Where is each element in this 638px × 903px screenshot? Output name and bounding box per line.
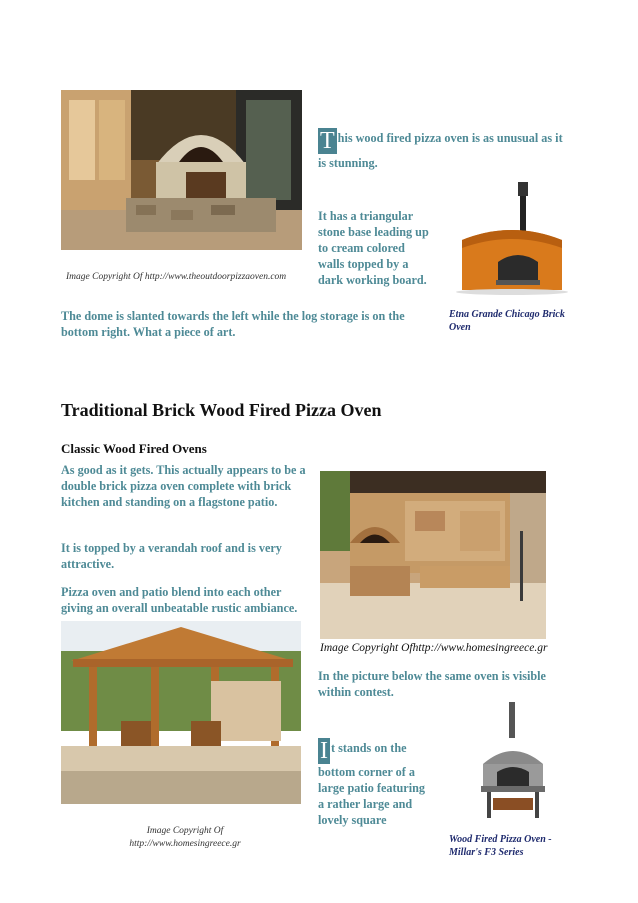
section-subheading: Classic Wood Fired Ovens bbox=[61, 441, 207, 456]
classic-oven-para-1: As good as it gets. This actually appears to be a double brick pizza oven complete with brick kitchen and standing on a flagstone patio. bbox=[61, 463, 306, 509]
intro-paragraph bbox=[318, 128, 568, 172]
brick-kitchen-photo bbox=[320, 471, 546, 639]
stands-drop-cap: I bbox=[320, 738, 328, 764]
pergola-patio-photo bbox=[61, 621, 301, 804]
intro-text: his wood fired pizza oven is as unusual as it is stunning. bbox=[318, 131, 563, 170]
millars-f3-oven-photo bbox=[477, 702, 549, 822]
oven-photo-caption: Image Copyright Of http://www.theoutdoorpizzaoven.com bbox=[66, 272, 287, 282]
section-heading: Traditional Brick Wood Fired Pizza Oven bbox=[61, 400, 382, 420]
outdoor-pizza-oven-photo bbox=[61, 90, 302, 250]
contest-note: In the picture below the same oven is visible within contest. bbox=[318, 669, 546, 699]
stands-paragraph bbox=[318, 738, 434, 828]
etna-grande-oven-photo bbox=[448, 178, 576, 296]
pergola-caption bbox=[100, 825, 270, 851]
intro-drop-cap: T bbox=[320, 128, 335, 154]
brick-kitchen-caption: Image Copyright Ofhttp://www.homesingreece.gr bbox=[320, 642, 548, 654]
millars-f3-caption-line-2: Millar's F3 Series bbox=[449, 847, 524, 858]
description-paragraph: It has a triangular stone base leading up to cream colored walls topped by a dark working board. bbox=[318, 209, 429, 287]
pergola-caption-line-1: Image Copyright Of bbox=[146, 826, 224, 836]
summary-paragraph: The dome is slanted towards the left while the log storage is on the bottom right. What a piece of art. bbox=[61, 309, 405, 339]
millars-f3-caption-line-1: Wood Fired Pizza Oven - bbox=[449, 834, 552, 845]
millars-f3-caption bbox=[449, 833, 599, 859]
etna-grande-caption: Etna Grande Chicago Brick Oven bbox=[449, 309, 565, 333]
classic-oven-para-2: It is topped by a verandah roof and is very attractive. bbox=[61, 541, 282, 571]
pergola-caption-line-2: http://www.homesingreece.gr bbox=[129, 839, 241, 849]
stands-text: t stands on the bottom corner of a large patio featuring a rather large and lovely square bbox=[318, 741, 425, 827]
classic-oven-para-3: Pizza oven and patio blend into each other giving an overall unbeatable rustic ambiance. bbox=[61, 585, 298, 615]
